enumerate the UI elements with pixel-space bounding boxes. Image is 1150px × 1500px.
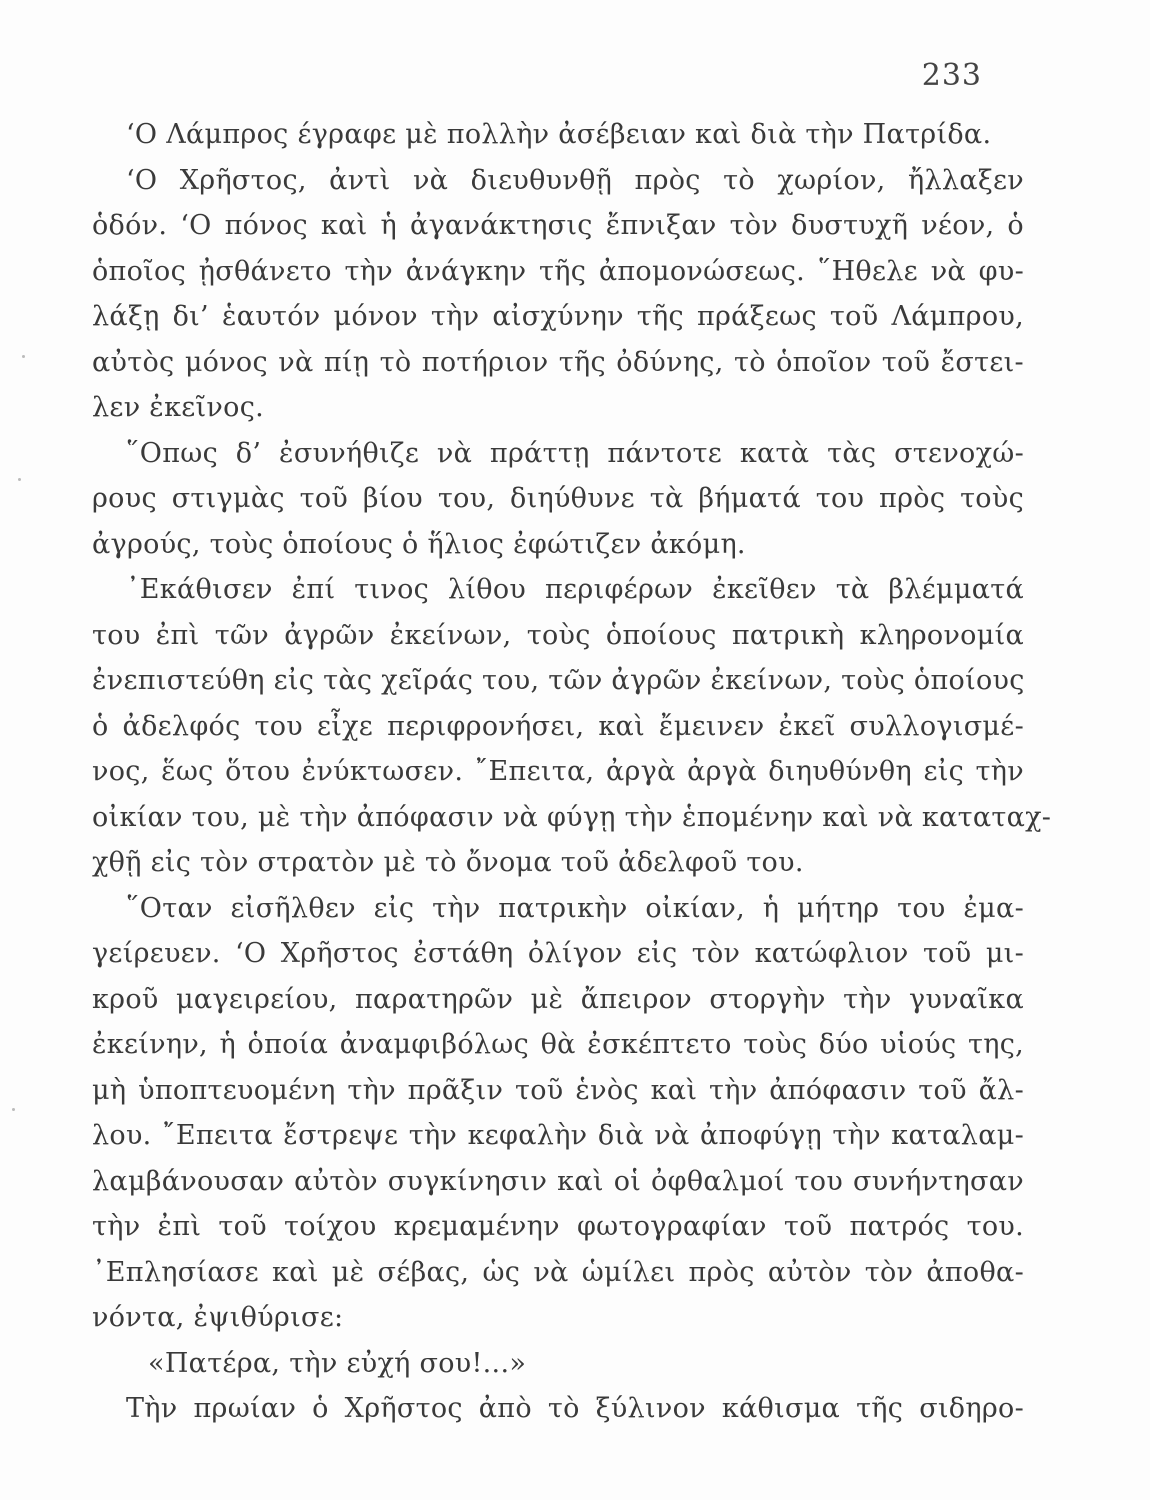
text-line: οἰκίαν του, μὲ τὴν ἀπόφασιν νὰ φύγῃ τὴν ἑπομένην καὶ νὰ καταταχ-	[92, 801, 1052, 833]
text-line: ἀγρούς, τοὺς ὁποίους ὁ ἥλιος ἐφώτιζεν ἀκόμη.	[92, 528, 746, 560]
text-line: «Πατέρα, τὴν εὐχή σου!...»	[148, 1347, 527, 1379]
text-line: ὁποῖος ᾐσθάνετο τὴν ἀνάγκην τῆς ἀπομονώσεως. ῞Ηθελε νὰ φυ-	[92, 255, 1024, 287]
text-line: λαμβάνουσαν αὐτὸν συγκίνησιν καὶ οἱ ὀφθαλμοί του συνήντησαν	[92, 1165, 1024, 1197]
text-line: ‘Ο Λάμπρος έγραφε μὲ πολλὴν ἀσέβειαν καὶ διὰ τὴν Πατρίδα.	[126, 119, 992, 150]
text-line: ᾿Επλησίασε καὶ μὲ σέβας, ὡς νὰ ὡμίλει πρὸς αὐτὸν τὸν ἀποθα-	[92, 1256, 1024, 1288]
text-line: ρους στιγμὰς τοῦ βίου του, διηύθυνε τὰ βήματά του πρὸς τοὺς	[92, 483, 1024, 514]
text-line: ῞Οπως δ’ ἐσυνήθιζε νὰ πράττῃ πάντοτε κατὰ τὰς στενοχώ-	[126, 437, 1024, 469]
body-text	[92, 112, 1052, 1432]
text-line: ῞Οταν εἰσῆλθεν εἰς τὴν πατρικὴν οἰκίαν, ἡ μήτηρ του ἐμα-	[126, 892, 1024, 924]
text-line: ὁδόν. ‘Ο πόνος καὶ ἡ ἀγανάκτησις ἔπνιξαν τὸν δυστυχῆ νέον, ὁ	[92, 210, 1024, 241]
text-line: κροῦ μαγειρείου, παρατηρῶν μὲ ἄπειρον στοργὴν τὴν γυναῖκα	[92, 983, 1024, 1015]
text-line: Τὴν πρωίαν ὁ Χρῆστος ἀπὸ τὸ ξύλινον κάθισμα τῆς σιδηρο-	[126, 1393, 1024, 1424]
scan-speck	[22, 355, 25, 358]
text-line: χθῇ εἰς τὸν στρατὸν μὲ τὸ ὄνομα τοῦ ἀδελφοῦ του.	[92, 847, 804, 878]
text-line: νόντα, ἐψιθύρισε:	[92, 1302, 344, 1333]
text-line: λάξῃ δι’ ἑαυτόν μόνον τὴν αἰσχύνην τῆς πράξεως τοῦ Λάμπρου,	[92, 301, 1024, 332]
text-line: ἐνεπιστεύθη εἰς τὰς χεῖράς του, τῶν ἀγρῶν ἐκείνων, τοὺς ὁποίους	[92, 665, 1025, 696]
scan-speck	[18, 478, 21, 481]
text-line: ᾿Εκάθισεν ἐπί τινος λίθου περιφέρων ἐκεῖθεν τὰ βλέμματά	[126, 574, 1024, 605]
text-line: γείρευεν. ‘Ο Χρῆστος ἐστάθη ὀλίγον εἰς τὸν κατώφλιον τοῦ μι-	[92, 938, 1024, 969]
text-line: νος, ἕως ὅτου ἐνύκτωσεν. ῎Επειτα, ἀργὰ ἀργὰ διηυθύνθη εἰς τὴν	[92, 756, 1024, 787]
text-line: ἐκείνην, ἡ ὁποία ἀναμφιβόλως θὰ ἐσκέπτετο τοὺς δύο υἱούς της,	[92, 1029, 1024, 1060]
text-line: τὴν ἐπὶ τοῦ τοίχου κρεμαμένην φωτογραφίαν τοῦ πατρός του.	[92, 1211, 1024, 1242]
text-line: ὁ ἀδελφός του εἶχε περιφρονήσει, καὶ ἔμεινεν ἐκεῖ συλλογισμέ-	[92, 710, 1024, 742]
text-line: του ἐπὶ τῶν ἀγρῶν ἐκείνων, τοὺς ὁποίους πατρικὴ κληρονομία	[92, 619, 1024, 651]
text-line: λου. ῎Επειτα ἔστρεψε τὴν κεφαλὴν διὰ νὰ ἀποφύγῃ τὴν καταλαμ-	[92, 1120, 1024, 1151]
scan-speck	[12, 1108, 15, 1111]
text-line: μὴ ὑποπτευομένη τὴν πρᾶξιν τοῦ ἑνὸς καὶ τὴν ἀπόφασιν τοῦ ἄλ-	[92, 1074, 1024, 1106]
text-line: ‘Ο Χρῆστος, ἀντὶ νὰ διευθυνθῇ πρὸς τὸ χωρίον, ἤλλαξεν	[126, 164, 1024, 196]
text-line: λεν ἐκεῖνος.	[92, 392, 265, 423]
text-line: αὐτὸς μόνος νὰ πίῃ τὸ ποτήριον τῆς ὀδύνης, τὸ ὁποῖον τοῦ ἔστει-	[92, 346, 1024, 378]
page-number: 233	[921, 58, 982, 93]
